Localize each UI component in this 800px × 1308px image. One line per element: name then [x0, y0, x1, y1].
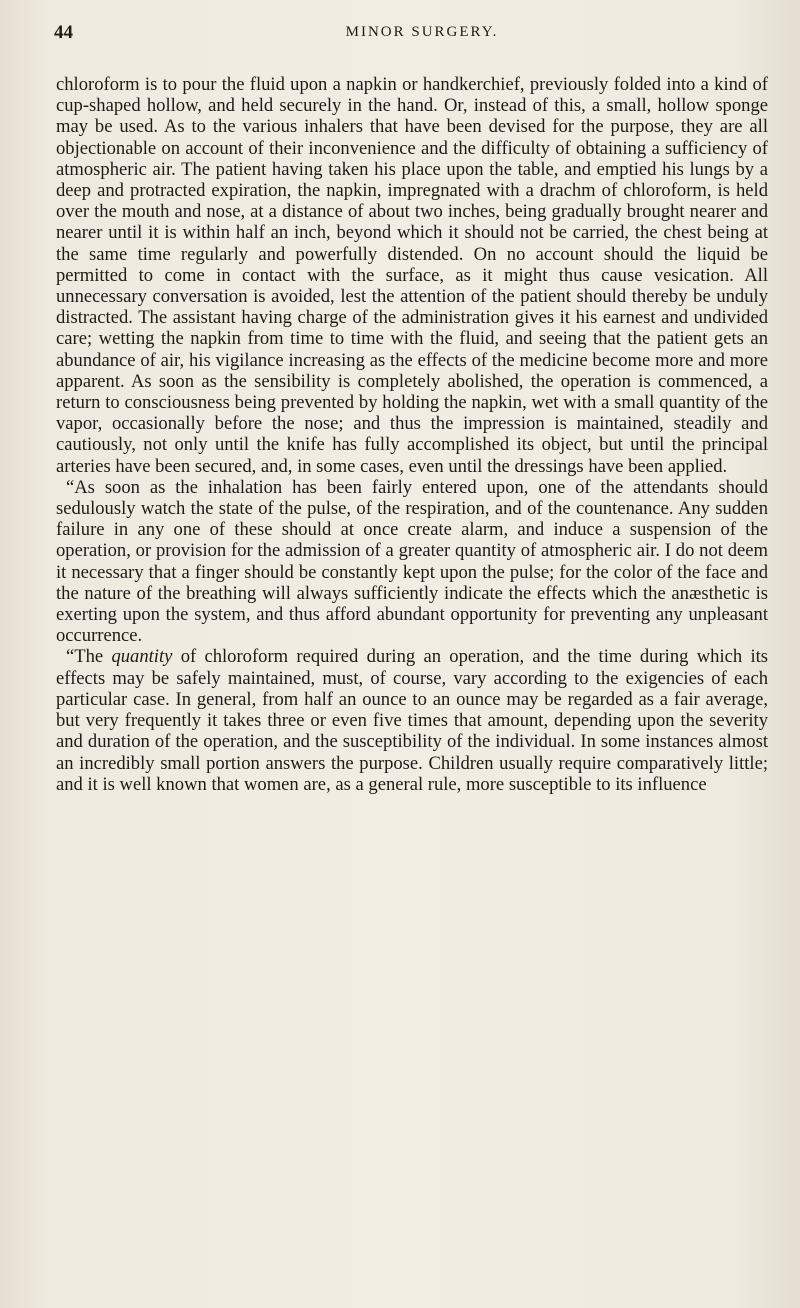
paragraph-2: “As soon as the inhalation has been fairly entered upon, one of the attendants should sedulously watch the state of the pulse, of the respiration, and of the countenance. Any sudden failure in any one of these should at once create alarm, and induce a suspension of the operation, or provision for the admission of a greater quantity of atmospheric air. I do not deem it necessary that a finger should be constantly kept upon the pulse; for the color of the face and the nature of the breathing will always sufficiently indicate the effects which the anæsthetic is exerting upon the system, and thus afford abundant opportunity for preventing any unpleasant occurrence.	[56, 476, 768, 647]
page-header	[54, 22, 760, 52]
paragraph-3	[56, 646, 768, 794]
emphasized-word: quantity	[111, 646, 173, 668]
paragraph-1: chloroform is to pour the fluid upon a napkin or handkerchief, previously folded into a kind of cup-shaped hollow, and held securely in the hand. Or, instead of this, a small, hollow sponge may be used. As to the various inhalers that have been devised for the purpose, they are all objectionable on account of their inconvenience and the difficulty of obtaining a sufficiency of atmospheric air. The patient having taken his place upon the table, and emptied his lungs by a deep and protracted expiration, the napkin, impregnated with a drachm of chloroform, is held over the mouth and nose, at a distance of about two inches, being gradually brought nearer and nearer until it is within half an inch, beyond which it should not be carried, the chest being at the same time regularly and powerfully distended. On no account should the liquid be permitted to come in contact with the surface, as it might thus cause vesication. All unnecessary conversation is avoided, lest the attention of the patient should thereby be unduly distracted. The assistant having charge of the administration gives it his earnest and undivided care; wetting the napkin from time to time with the fluid, and seeing that the patient gets an abundance of air, his vigilance increasing as the effects of the medicine become more and more apparent. As soon as the sensibility is completely abolished, the operation is commenced, a return to consciousness being prevented by holding the napkin, wet with a small quantity of the vapor, occasionally before the nose; and thus the impression is maintained, steadily and cautiously, not only until the knife has fully accomplished its object, but until the principal arteries have been secured, and, in some cases, even until the dressings have been applied.	[56, 74, 768, 477]
paragraph-3-rest: of chloroform required during an operation, and the time during which its effects may be safely maintained, must, of course, vary according to the exigencies of each particular case. In general, from half an ounce to an ounce may be regarded as a fair average, but very frequently it takes three or even five times that amount, depending upon the severity and duration of the operation, and the susceptibility of the individual. In some instances almost an incredibly small portion answers the purpose. Children usually require comparatively little; and it is well known that women are, as a general rule, more susceptible to its influence	[56, 646, 769, 795]
paragraph-3-opening: “The	[66, 646, 112, 668]
running-head: MINOR SURGERY.	[345, 24, 499, 40]
body-text	[56, 74, 768, 795]
page-number: 44	[54, 22, 73, 43]
